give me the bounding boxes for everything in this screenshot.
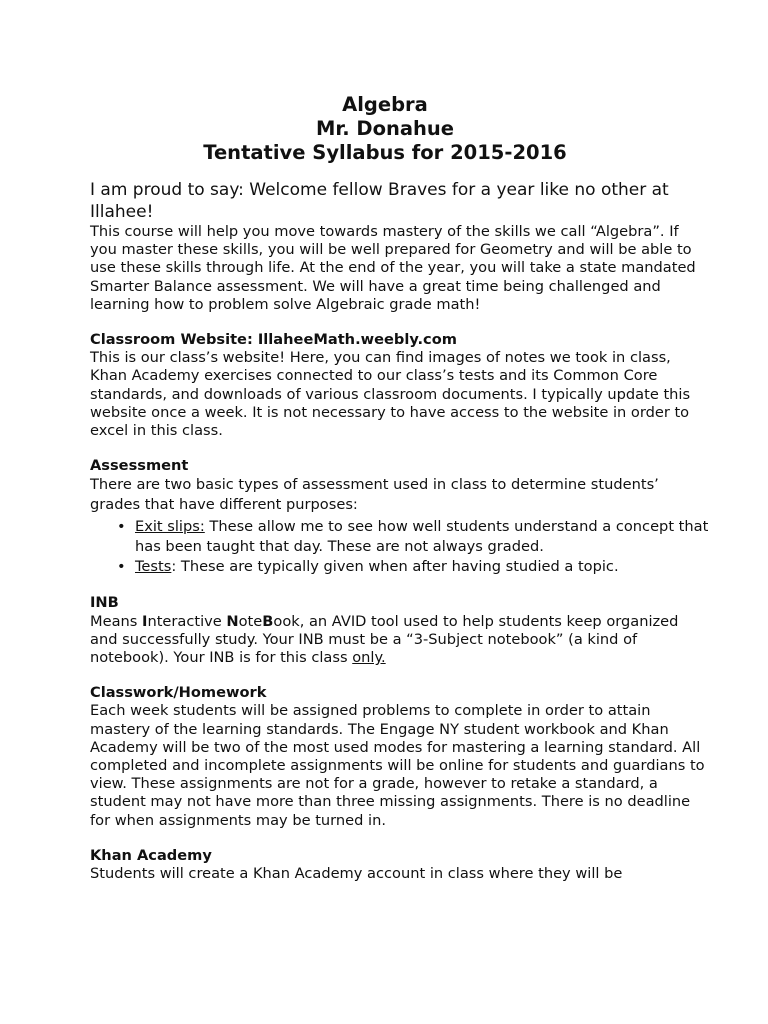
inb-bold-letter: I (142, 612, 148, 630)
exit-slips-term: Exit slips: (135, 518, 205, 536)
website-heading: Classroom Website: IllaheeMath.weebly.com (90, 331, 457, 349)
assessment-heading: Assessment (90, 457, 189, 475)
inb-text: nteractive (147, 612, 227, 630)
khan-academy-heading: Khan Academy (90, 846, 212, 864)
document-title-block (60, 93, 710, 165)
exit-slips-description: These allow me to see how well students understand a concept that has been taught that day. These are not always graded. (135, 518, 709, 556)
bullet-point: • (117, 558, 126, 576)
inb-bold-letter: N (226, 612, 239, 630)
syllabus-page (90, 93, 710, 883)
khan-academy-paragraph: Students will create a Khan Academy account in class where they will be (90, 865, 623, 883)
tests-term: Tests (135, 558, 172, 576)
tests-description: : These are typically given when after having studied a topic. (171, 558, 619, 576)
inb-paragraph (90, 613, 710, 668)
classwork-paragraph: Each week students will be assigned problems to complete in order to attain mastery of the learning standards. The Engage NY student workbook and Khan Academy will be two of the most used modes for mastering a learning standard. All completed and incomplete assignments will be online for students and guardians to view. These assignments are not for a grade, however to retake a standard, a student may not have more than three missing assignments. There is no deadline for when assignments may be turned in. (90, 702, 705, 829)
syllabus-title: Tentative Syllabus for 2015-2016 (203, 141, 567, 164)
inb-only-emphasis: only. (352, 649, 386, 667)
inb-text: Means (90, 612, 143, 630)
assessment-list (90, 517, 710, 577)
inb-bold-letter: B (262, 612, 274, 630)
assessment-paragraph: There are two basic types of assessment used in class to determine students’ grades that have different purposes: (90, 476, 659, 514)
inb-text: ote (238, 612, 263, 630)
bullet-point: • (117, 518, 126, 536)
teacher-name: Mr. Donahue (315, 117, 455, 140)
classwork-heading: Classwork/Homework (90, 684, 267, 702)
welcome-heading: I am proud to say: Welcome fellow Braves for a year like no other at Illahee! (90, 180, 669, 222)
intro-paragraph: This course will help you move towards mastery of the skills we call “Algebra”. If you master these skills, you will be well prepared for Geometry and will be able to use these skills through life. At the end of the year, you will take a state mandated Smarter Balance assessment. We will have a great time being challenged and learning how to problem solve Algebraic grade math! (90, 223, 696, 313)
list-item (117, 557, 710, 577)
course-title: Algebra (342, 93, 428, 116)
inb-text: ook, an AVID tool used to help students keep organized and successfully study. Your INB must be a “3-Subject notebook” (a kind of notebook). Your INB is for this class (90, 612, 679, 667)
inb-heading: INB (90, 594, 119, 612)
list-item (117, 517, 710, 557)
website-paragraph: This is our class’s website! Here, you can find images of notes we took in class, Khan Academy exercises connected to our class’s tests and its Common Core standards, and downloads of various classroom documents. I typically update this website once a week. It is not necessary to have access to the website in order to excel in this class. (90, 349, 691, 440)
